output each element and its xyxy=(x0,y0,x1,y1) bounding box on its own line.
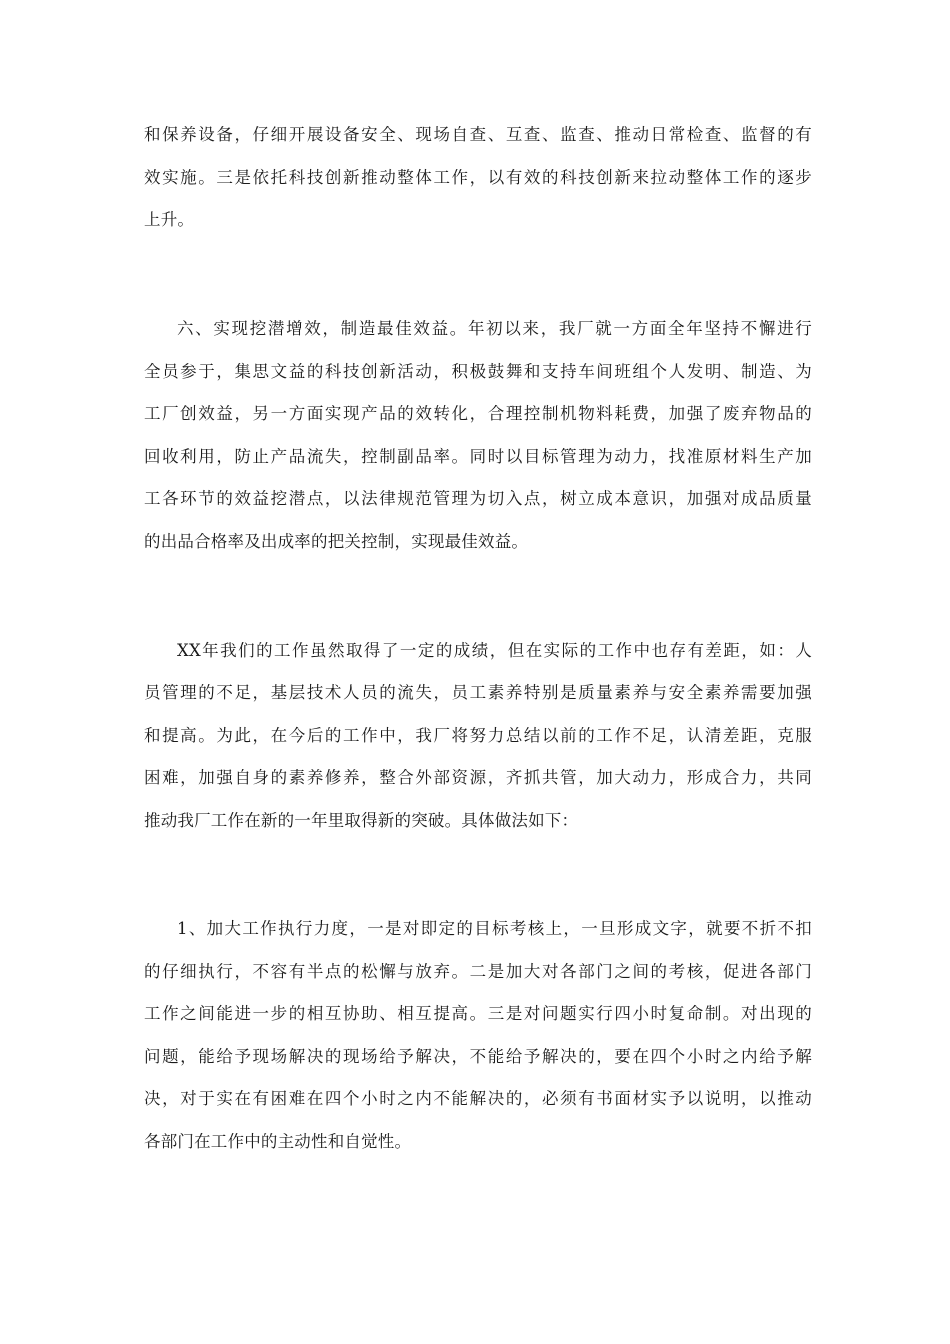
text-line: 的出品合格率及出成率的把关控制，实现最佳效益。 xyxy=(144,532,529,551)
text-line: 各部门在工作中的主动性和自觉性。 xyxy=(144,1132,412,1151)
text-line: XX年我们的工作虽然取得了一定的成绩，但在实际的工作中也存有差距，如：人 xyxy=(177,641,812,660)
text-line: 和提高。为此，在今后的工作中，我厂将努力总结以前的工作不足，认清差距，克服 xyxy=(144,726,812,745)
text-line: 困难，加强自身的素养修养，整合外部资源，齐抓共管，加大动力，形成合力，共同 xyxy=(144,768,812,787)
text-line: 工厂创效益，另一方面实现产品的效转化，合理控制机物料耗费，加强了废弃物品的 xyxy=(144,404,812,423)
text-line: 工各环节的效益挖潜点，以法律规范管理为切入点，树立成本意识，加强对成品质量 xyxy=(144,489,812,508)
text-line: 推动我厂工作在新的一年里取得新的突破。具体做法如下： xyxy=(144,811,579,830)
text-line: 回收利用，防止产品流失，控制副品率。同时以目标管理为动力，找准原材料生产加 xyxy=(144,447,812,466)
text-line: 员管理的不足，基层技术人员的流失，员工素养特别是质量素养与安全素养需要加强 xyxy=(144,683,812,702)
text-line: 的仔细执行，不容有半点的松懈与放弃。二是加大对各部门之间的考核，促进各部门 xyxy=(144,962,812,981)
text-line: 1、加大工作执行力度，一是对即定的目标考核上，一旦形成文字，就要不折不扣 xyxy=(177,919,812,938)
text-line: 上升。 xyxy=(144,210,195,229)
text-line: 效实施。三是依托科技创新推动整体工作，以有效的科技创新来拉动整体工作的逐步 xyxy=(144,168,812,187)
text-line: 问题，能给予现场解决的现场给予解决，不能给予解决的，要在四个小时之内给予解 xyxy=(144,1047,812,1066)
text-line: 决，对于实在有困难在四个小时之内不能解决的，必须有书面材实予以说明，以推动 xyxy=(144,1089,812,1108)
text-line: 六、实现挖潜增效，制造最佳效益。年初以来，我厂就一方面全年坚持不懈进行 xyxy=(177,319,812,338)
text-line: 和保养设备，仔细开展设备安全、现场自查、互查、监查、推动日常检查、监督的有 xyxy=(144,125,812,144)
text-line: 全员参于，集思文益的科技创新活动，积极鼓舞和支持车间班组个人发明、制造、为 xyxy=(144,362,812,381)
text-line: 工作之间能进一步的相互协助、相互提高。三是对问题实行四小时复命制。对出现的 xyxy=(144,1004,812,1023)
